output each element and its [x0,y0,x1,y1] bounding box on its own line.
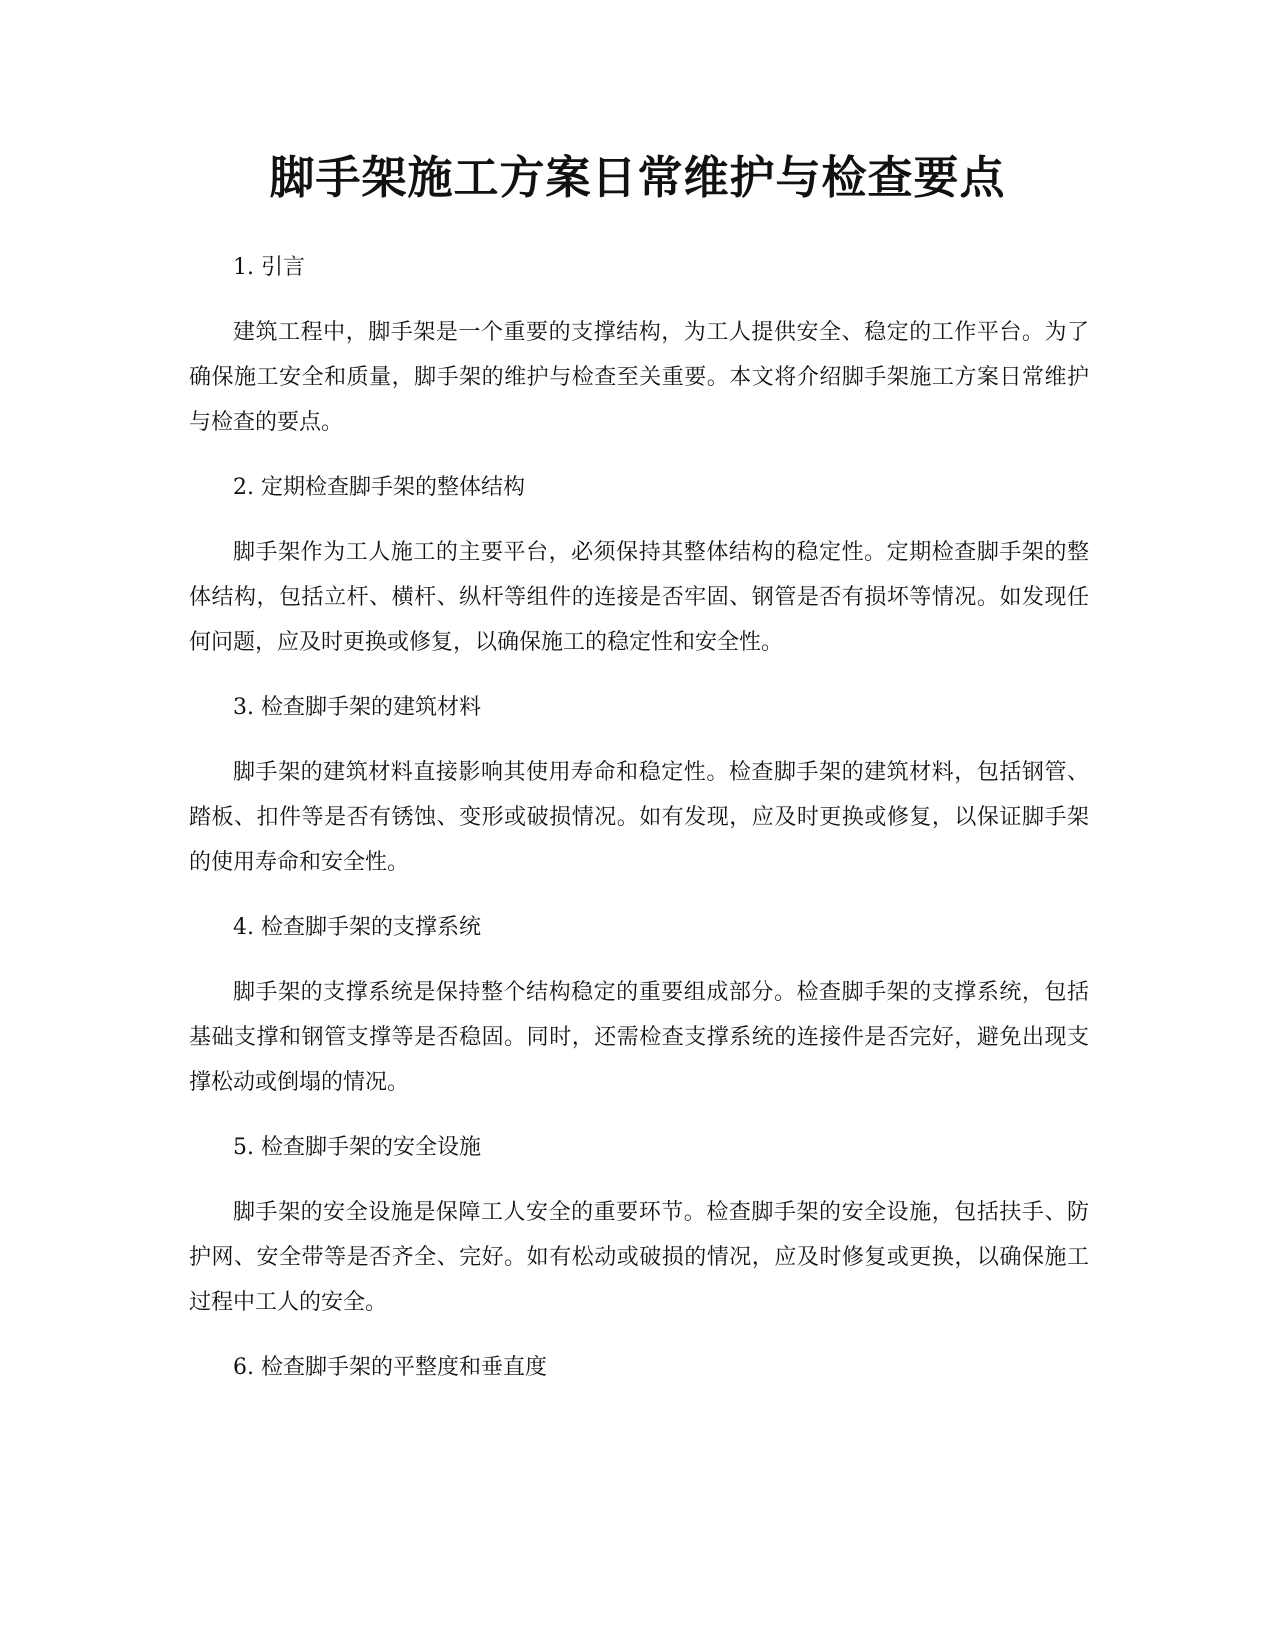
section-paragraph: 建筑工程中，脚手架是一个重要的支撑结构，为工人提供安全、稳定的工作平台。为了确保施工安全和质量，脚手架的维护与检查至关重要。本文将介绍脚手架施工方案日常维护与检查的要点。 [189,320,1089,435]
section-paragraph: 脚手架的支撑系统是保持整个结构稳定的重要组成部分。检查脚手架的支撑系统，包括基础支撑和钢管支撑等是否稳固。同时，还需检查支撑系统的连接件是否完好，避免出现支撑松动或倒塌的情况。 [189,980,1089,1095]
document-title: 脚手架施工方案日常维护与检查要点 [269,151,1006,204]
section-heading: 5. 检查脚手架的安全设施 [233,1135,481,1160]
section-heading: 3. 检查脚手架的建筑材料 [233,695,481,720]
section-paragraph: 脚手架的建筑材料直接影响其使用寿命和稳定性。检查脚手架的建筑材料，包括钢管、踏板、扣件等是否有锈蚀、变形或破损情况。如有发现，应及时更换或修复，以保证脚手架的使用寿命和安全性。 [189,760,1089,875]
section-heading: 4. 检查脚手架的支撑系统 [233,915,481,940]
section-paragraph: 脚手架作为工人施工的主要平台，必须保持其整体结构的稳定性。定期检查脚手架的整体结构，包括立杆、横杆、纵杆等组件的连接是否牢固、钢管是否有损坏等情况。如发现任何问题，应及时更换或修复，以确保施工的稳定性和安全性。 [189,540,1089,655]
section-heading: 6. 检查脚手架的平整度和垂直度 [233,1355,547,1380]
section-heading: 1. 引言 [233,255,305,280]
document-body [189,245,1089,1410]
section-paragraph: 脚手架的安全设施是保障工人安全的重要环节。检查脚手架的安全设施，包括扶手、防护网、安全带等是否齐全、完好。如有松动或破损的情况，应及时修复或更换，以确保施工过程中工人的安全。 [189,1200,1089,1315]
section-heading: 2. 定期检查脚手架的整体结构 [233,475,525,500]
